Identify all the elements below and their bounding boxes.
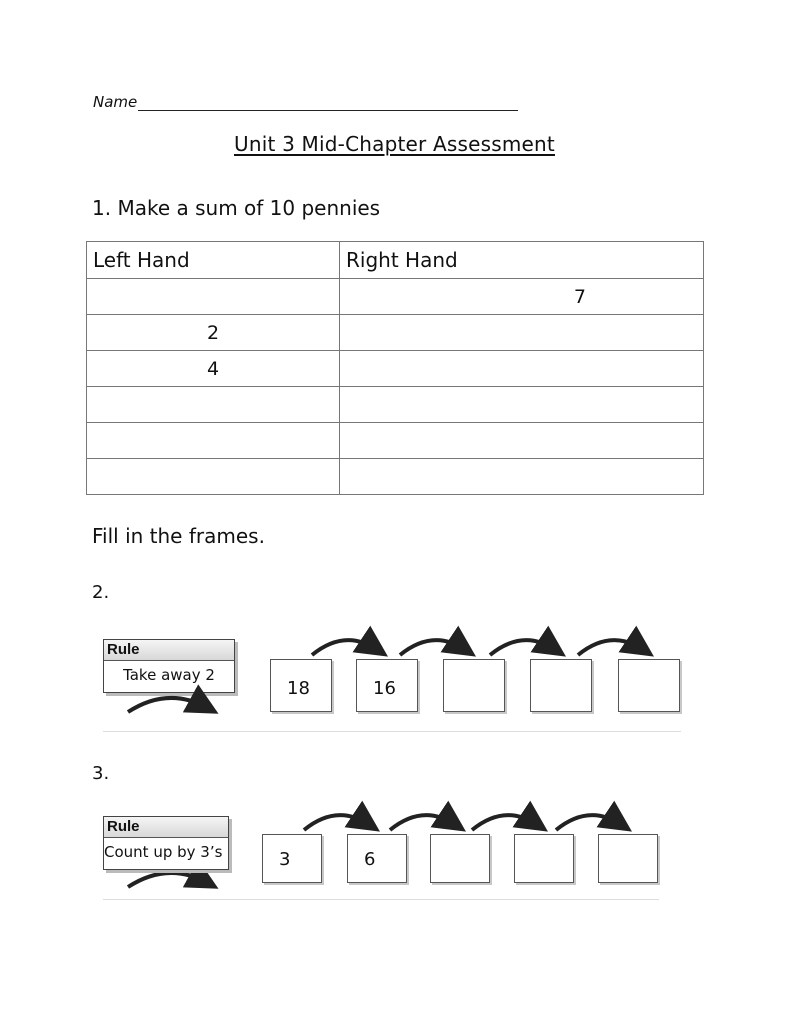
frame-value: 3	[279, 849, 291, 870]
frame-q3-2[interactable]	[347, 834, 407, 883]
frame-q2-3[interactable]	[443, 659, 505, 712]
frame-q3-4[interactable]	[514, 834, 574, 883]
rule-label: Rule	[104, 640, 234, 661]
arrow-icon	[472, 815, 538, 830]
rule-text: Take away 2	[123, 666, 215, 684]
left-hand-cell[interactable]: 2	[87, 315, 340, 351]
frame-q3-5[interactable]	[598, 834, 658, 883]
page-title: Unit 3 Mid-Chapter Assessment	[234, 132, 555, 156]
column-header-left-hand: Left Hand	[87, 242, 340, 279]
instructions: Fill in the frames.	[92, 524, 265, 548]
frame-q2-4[interactable]	[530, 659, 592, 712]
question-2-number: 2.	[92, 582, 110, 603]
rule-arrow-icon	[128, 698, 208, 712]
question-1-prompt: 1. Make a sum of 10 pennies	[92, 196, 381, 220]
rule-label: Rule	[104, 817, 228, 838]
rule-box-q3	[103, 816, 229, 870]
frame-q3-3[interactable]	[430, 834, 490, 883]
name-label: Name	[93, 93, 138, 111]
rule-arrow-icon	[128, 873, 208, 887]
question-3-number: 3.	[92, 763, 110, 784]
rule-text: Count up by 3’s	[104, 843, 223, 861]
frame-q3-1[interactable]	[262, 834, 322, 883]
arrow-icon	[390, 815, 456, 830]
arrow-icon	[312, 640, 378, 655]
arrow-icon	[400, 640, 466, 655]
left-hand-cell[interactable]: 4	[87, 351, 340, 387]
right-hand-cell[interactable]: 7	[340, 279, 704, 315]
frame-q2-5[interactable]	[618, 659, 680, 712]
divider	[103, 731, 681, 732]
frame-q2-2[interactable]	[356, 659, 418, 712]
divider	[103, 899, 659, 900]
frame-value: 16	[373, 678, 396, 699]
frame-q2-1[interactable]	[270, 659, 332, 712]
arrow-icon	[578, 640, 644, 655]
arrow-icon	[304, 815, 370, 830]
column-header-right-hand: Right Hand	[340, 242, 704, 279]
arrow-icon	[490, 640, 556, 655]
frame-value: 18	[287, 678, 310, 699]
arrow-icon	[556, 815, 622, 830]
frame-value: 6	[364, 849, 376, 870]
